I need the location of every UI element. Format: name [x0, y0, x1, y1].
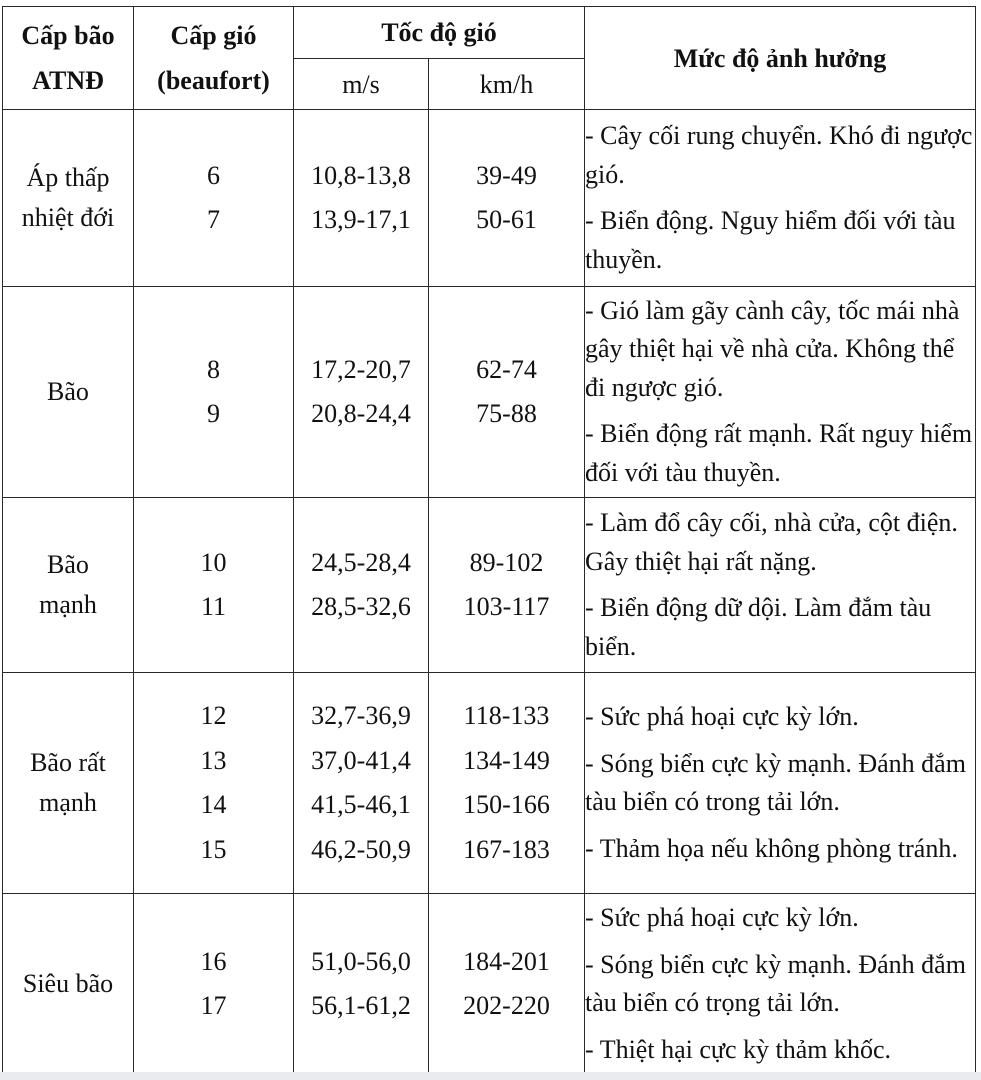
speed-ms-value: 28,5-32,6 — [311, 592, 411, 621]
table-header — [3, 7, 976, 110]
storm-level-table — [2, 6, 976, 1075]
beaufort-value: 9 — [207, 399, 220, 428]
table-row — [3, 287, 976, 498]
speed-ms-cell — [294, 498, 429, 673]
header-storm-level-line1: Cấp bão — [21, 21, 115, 50]
speed-ms-cell — [294, 287, 429, 498]
speed-kmh-value: 184-201 — [463, 946, 550, 976]
speed-kmh-cell — [429, 894, 585, 1075]
speed-ms-value: 51,0-56,0 — [311, 946, 411, 976]
effect-item: - Biển động. Nguy hiểm đối với tàu thuyền. — [585, 206, 956, 274]
beaufort-value: 17 — [200, 991, 227, 1020]
beaufort-value: 10 — [200, 547, 227, 577]
speed-ms-cell — [294, 894, 429, 1075]
effect-cell — [585, 894, 976, 1075]
speed-kmh-value: 167-183 — [463, 834, 550, 864]
storm-level-cell — [3, 287, 134, 498]
speed-ms-cell — [294, 673, 429, 894]
storm-level-cell — [3, 894, 134, 1075]
effect-item: - Sóng biển cực kỳ mạnh. Đánh đắm tàu biển có trong tải lớn. — [585, 748, 966, 816]
speed-kmh-value: 39-49 — [476, 160, 537, 190]
beaufort-value: 14 — [200, 790, 227, 819]
table-row — [3, 110, 976, 287]
header-wind-speed: Tốc độ gió — [294, 7, 585, 59]
speed-kmh-cell — [429, 498, 585, 673]
table-row — [3, 498, 976, 673]
speed-ms-value: 37,0-41,4 — [311, 745, 411, 775]
storm-level-cell — [3, 498, 134, 673]
effect-item: - Thảm họa nếu không phòng tránh. — [585, 833, 958, 863]
storm-level-cell — [3, 110, 134, 287]
speed-kmh-value: 62-74 — [476, 354, 537, 384]
beaufort-cell — [134, 498, 294, 673]
speed-ms-value: 46,2-50,9 — [311, 834, 411, 864]
table-body — [3, 110, 976, 1075]
beaufort-cell — [134, 110, 294, 287]
effect-item: - Gió làm gãy cành cây, tốc mái nhà gây thiệt hại về nhà cửa. Không thể đi ngược gió. — [585, 295, 960, 402]
beaufort-value: 16 — [200, 946, 227, 976]
header-beaufort — [134, 7, 294, 110]
speed-ms-value: 17,2-20,7 — [311, 354, 411, 384]
effect-cell — [585, 110, 976, 287]
speed-ms-cell — [294, 110, 429, 287]
storm-level-text: Bão — [47, 550, 89, 579]
effect-cell — [585, 287, 976, 498]
header-storm-level-line2: ATNĐ — [32, 66, 104, 95]
storm-level-text: mạnh — [39, 788, 97, 817]
speed-ms-value: 32,7-36,9 — [311, 701, 411, 730]
speed-kmh-value: 202-220 — [463, 991, 550, 1020]
effect-cell — [585, 673, 976, 894]
beaufort-value: 13 — [200, 745, 227, 775]
storm-level-cell — [3, 673, 134, 894]
beaufort-value: 11 — [200, 592, 227, 621]
speed-kmh-value: 89-102 — [469, 547, 544, 577]
storm-level-text: mạnh — [39, 590, 97, 619]
beaufort-cell — [134, 287, 294, 498]
speed-ms-value: 20,8-24,4 — [311, 399, 411, 428]
effect-cell — [585, 498, 976, 673]
speed-kmh-value: 75-88 — [476, 399, 537, 428]
header-speed-kmh: km/h — [429, 59, 585, 110]
speed-kmh-value: 103-117 — [463, 592, 550, 621]
effect-item: - Sóng biển cực kỳ mạnh. Đánh đắm tàu biển có trọng tải lớn. — [585, 949, 966, 1017]
speed-kmh-value: 150-166 — [463, 790, 550, 819]
speed-kmh-cell — [429, 110, 585, 287]
effect-item: - Sức phá hoại cực kỳ lớn. — [585, 903, 859, 932]
effect-item: - Biển động dữ dội. Làm đắm tàu biển. — [585, 593, 932, 661]
effect-item: - Biển động rất mạnh. Rất nguy hiểm đối với tàu thuyền. — [585, 419, 973, 487]
storm-level-text: Bão rất — [30, 748, 106, 777]
effect-item: - Cây cối rung chuyển. Khó đi ngược gió. — [585, 121, 973, 189]
beaufort-value: 8 — [207, 354, 220, 384]
table-row — [3, 894, 976, 1075]
header-beaufort-line1: Cấp gió — [170, 21, 257, 50]
speed-kmh-value: 118-133 — [463, 701, 550, 730]
speed-kmh-value: 134-149 — [463, 745, 550, 775]
effect-item: - Thiệt hại cực kỳ thảm khốc. — [585, 1034, 892, 1064]
beaufort-value: 7 — [207, 205, 220, 234]
header-speed-ms: m/s — [294, 59, 429, 110]
beaufort-value: 12 — [200, 701, 227, 730]
speed-ms-value: 24,5-28,4 — [311, 547, 411, 577]
header-effect: Mức độ ảnh hưởng — [585, 7, 976, 110]
header-storm-level — [3, 7, 134, 110]
beaufort-cell — [134, 894, 294, 1075]
beaufort-value: 15 — [200, 834, 227, 864]
storm-level-text: nhiệt đới — [21, 203, 115, 232]
effect-item: - Sức phá hoại cực kỳ lớn. — [585, 702, 859, 731]
speed-kmh-cell — [429, 287, 585, 498]
speed-ms-value: 10,8-13,8 — [311, 160, 411, 190]
table-row — [3, 673, 976, 894]
storm-level-text: Siêu bão — [22, 969, 114, 998]
effect-item: - Làm đổ cây cối, nhà cửa, cột điện. Gây thiệt hại rất nặng. — [585, 508, 958, 576]
storm-level-text: Áp thấp — [26, 163, 110, 192]
speed-ms-value: 56,1-61,2 — [311, 991, 411, 1020]
storm-level-text: Bão — [47, 377, 89, 406]
beaufort-cell — [134, 673, 294, 894]
beaufort-value: 6 — [207, 160, 220, 190]
page-bottom-edge — [0, 1072, 981, 1080]
speed-kmh-cell — [429, 673, 585, 894]
speed-ms-value: 41,5-46,1 — [311, 790, 411, 819]
header-beaufort-line2: (beaufort) — [157, 66, 270, 95]
speed-ms-value: 13,9-17,1 — [311, 205, 411, 234]
speed-kmh-value: 50-61 — [476, 205, 537, 234]
